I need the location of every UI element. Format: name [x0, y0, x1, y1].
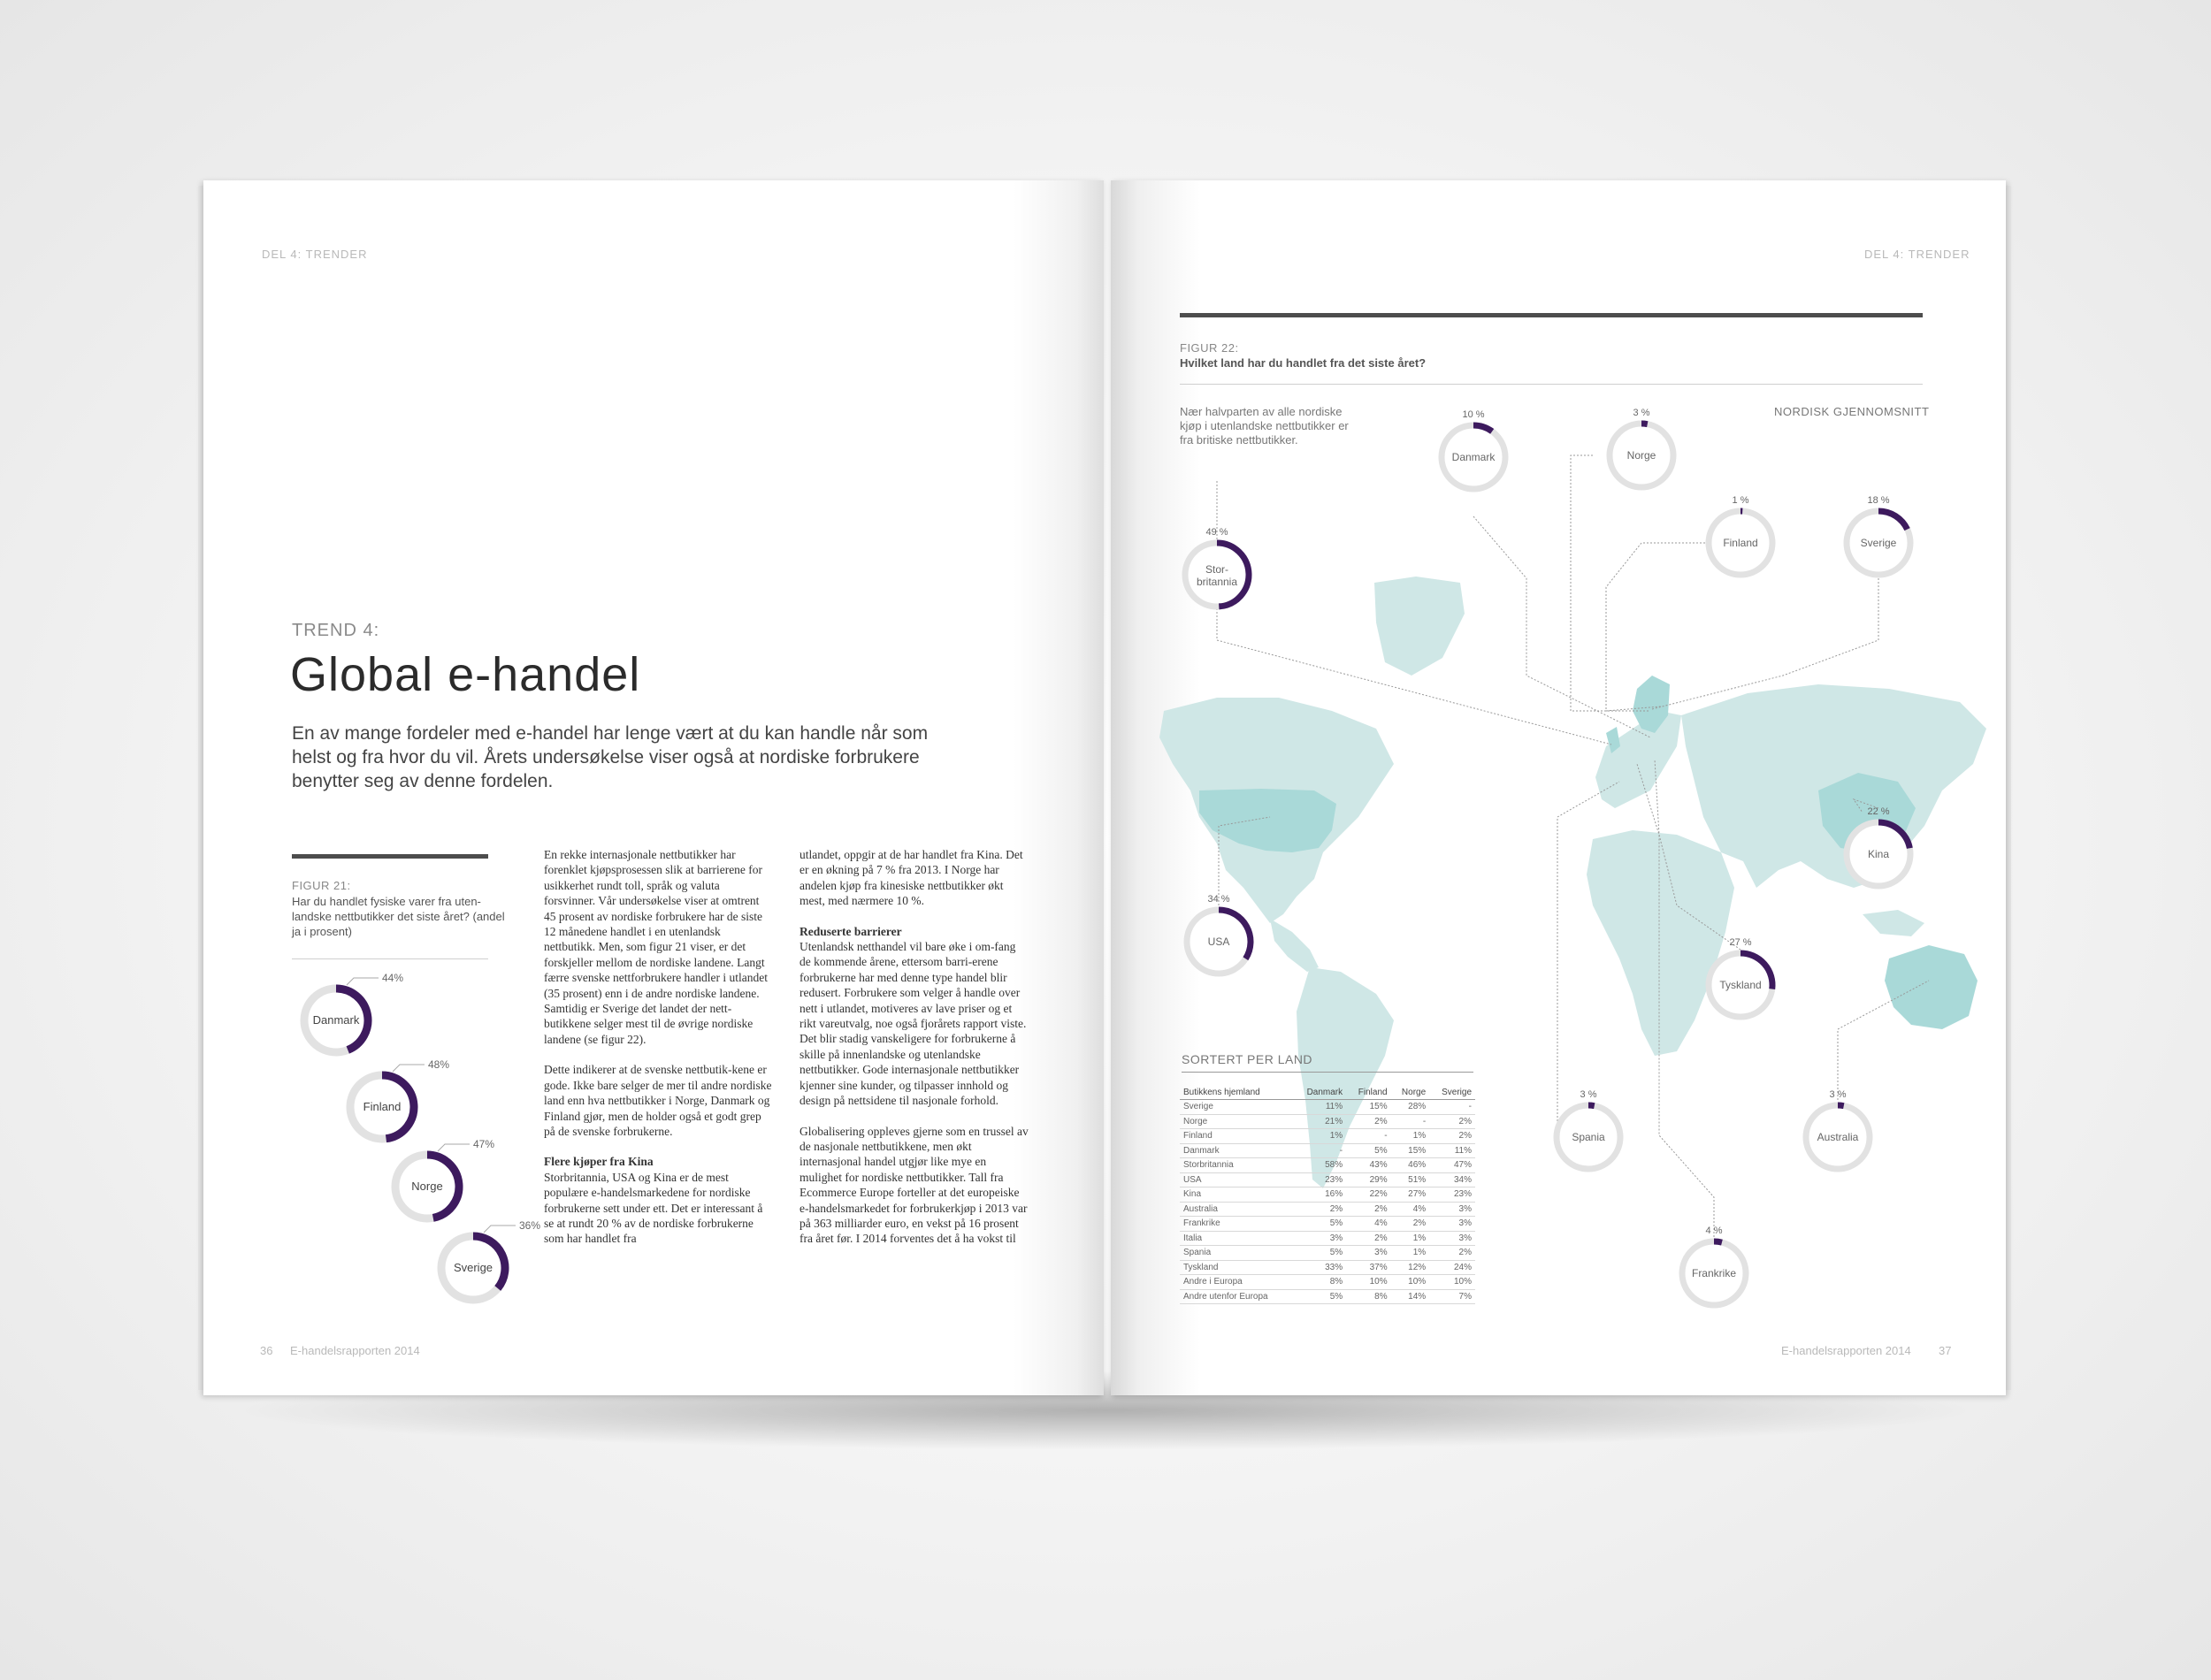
figure-divider: [292, 958, 488, 959]
figure-label: FIGUR 22:: [1180, 341, 1239, 355]
table-cell: 23%: [1429, 1187, 1475, 1203]
table-cell: 43%: [1346, 1158, 1390, 1173]
country-name-label: USA: [1207, 935, 1230, 948]
table-rule: [1182, 1072, 1473, 1073]
table-header-cell: Norge: [1391, 1086, 1430, 1100]
leader-line: [1557, 782, 1619, 1137]
table-cell: 10%: [1429, 1275, 1475, 1290]
country-name-label: Danmark: [1451, 451, 1496, 463]
body-column-1: [544, 847, 774, 1262]
figure-title: Hvilket land har du handlet fra det siste året?: [1180, 356, 1427, 370]
table-cell: 29%: [1346, 1172, 1390, 1187]
table-cell: 58%: [1293, 1158, 1346, 1173]
table-cell: Finland: [1180, 1129, 1293, 1144]
table-cell: -: [1429, 1100, 1475, 1115]
donut-country-label: Finland: [363, 1100, 402, 1113]
table-cell: Danmark: [1180, 1143, 1293, 1158]
table-row: [1180, 1260, 1475, 1275]
table-cell: Frankrike: [1180, 1217, 1293, 1232]
body-paragraph: utlandet, oppgir at de har handlet fra Kina. Det er en økning på 7 % fra 2013. I Norge har andelen kjøp fra kinesiske nettbutikker økt mest, med nærmere 10 %.: [799, 848, 1023, 908]
running-head: DEL 4: TRENDER: [1864, 248, 1970, 261]
leader-line: [1571, 455, 1650, 711]
country-table: [1180, 1086, 1475, 1304]
donut-leader-line: [347, 978, 379, 985]
country-value-label: 10 %: [1462, 409, 1485, 420]
table-cell: 34%: [1429, 1172, 1475, 1187]
table-cell: 10%: [1346, 1275, 1390, 1290]
table-row: [1180, 1172, 1475, 1187]
left-page: [203, 180, 1104, 1395]
leader-line: [1473, 516, 1650, 737]
leader-line: [1637, 764, 1714, 1237]
table-cell: 7%: [1429, 1289, 1475, 1304]
table-cell: 22%: [1346, 1187, 1390, 1203]
figure-label: FIGUR 21:: [292, 879, 351, 892]
country-value-label: 49 %: [1205, 527, 1228, 538]
country-name-label: Kina: [1867, 848, 1890, 860]
figure-21-donuts: [283, 972, 541, 1330]
figure-note: Nær halvparten av alle nordiske kjøp i utenlandske nettbutikker er fra britiske nettbutikker.: [1180, 405, 1349, 447]
country-value-label: 27 %: [1729, 937, 1752, 948]
table-cell: 46%: [1391, 1158, 1430, 1173]
donut-leader-line: [393, 1065, 425, 1072]
country-name-label: Sverige: [1860, 537, 1897, 549]
donut-value-label: 44%: [382, 972, 404, 984]
table-cell: 5%: [1293, 1289, 1346, 1304]
figure-title: Har du handlet fysiske varer fra uten-landske nettbutikker det siste året? (andel ja i prosent): [292, 895, 505, 938]
leader-line: [1652, 578, 1878, 709]
table-cell: 1%: [1391, 1246, 1430, 1261]
donut-value-label: 48%: [428, 1058, 450, 1071]
table-cell: 8%: [1293, 1275, 1346, 1290]
figure-21-svg: [283, 972, 541, 1330]
table-cell: 2%: [1391, 1217, 1430, 1232]
table-header-cell: Danmark: [1293, 1086, 1346, 1100]
country-name-label: Stor-: [1205, 563, 1229, 576]
table-cell: 3%: [1293, 1231, 1346, 1246]
table-cell: -: [1293, 1143, 1346, 1158]
table-cell: -: [1391, 1114, 1430, 1129]
table-cell: 5%: [1346, 1143, 1390, 1158]
table-cell: 33%: [1293, 1260, 1346, 1275]
table-cell: 5%: [1293, 1246, 1346, 1261]
table-cell: 37%: [1346, 1260, 1390, 1275]
table-cell: 2%: [1429, 1129, 1475, 1144]
table-row: [1180, 1100, 1475, 1115]
average-label: NORDISK GJENNOMSNITT: [1774, 405, 1930, 418]
table-cell: Spania: [1180, 1246, 1293, 1261]
donut-country-label: Danmark: [312, 1013, 360, 1027]
page-number: 37: [1939, 1344, 1952, 1357]
donut-country-label: Sverige: [453, 1261, 493, 1274]
table-row: [1180, 1187, 1475, 1203]
subheading: Reduserte barrierer: [799, 924, 902, 938]
table-cell: 23%: [1293, 1172, 1346, 1187]
table-cell: 2%: [1429, 1246, 1475, 1261]
table-cell: Norge: [1180, 1114, 1293, 1129]
country-value-label: 22 %: [1867, 806, 1890, 817]
table-cell: 2%: [1429, 1114, 1475, 1129]
table-row: [1180, 1275, 1475, 1290]
table-row: [1180, 1231, 1475, 1246]
table-cell: 21%: [1293, 1114, 1346, 1129]
table-cell: 3%: [1346, 1246, 1390, 1261]
country-donut-arc: [1838, 1105, 1844, 1106]
table-header-cell: Butikkens hjemland: [1180, 1086, 1293, 1100]
table-cell: 16%: [1293, 1187, 1346, 1203]
donut-value-label: 47%: [473, 1138, 495, 1150]
table-cell: 24%: [1429, 1260, 1475, 1275]
table-cell: 3%: [1429, 1231, 1475, 1246]
page-number: 36: [260, 1344, 273, 1357]
table-cell: 12%: [1391, 1260, 1430, 1275]
table-cell: 1%: [1391, 1129, 1430, 1144]
table-cell: 15%: [1391, 1143, 1430, 1158]
body-paragraph: Utenlandsk netthandel vil bare øke i om-fang de kommende årene, ettersom barri-erene forbrukerne har med denne type handel blir redusert. Forbrukere som velger å handle over nett i utlandet, motiveres av lave priser og et rikt vareutvalg, noe også fjorårets rapport viste. Det blir stadig vanskeligere for forbrukerne å skille på innenlandske og utenlandske nettbutikker. Gode internasjonale nettbutikker kjenner sine kunder, og tilpasser innhold og design på nettsidene til nasjonale forhold.: [799, 940, 1027, 1108]
body-paragraph: En rekke internasjonale nettbutikker har forenklet kjøpsprosessen slik at barrierene for usikkerhet rundt toll, språk og valuta forsvinner. Vår undersøkelse viser at omtrent 45 prosent av nordiske forbrukere har de siste 12 månedene handlet i en utenlandsk nettbutikk. Men, som figur 21 viser, er det forskjeller mellom de nordiske landene. Langt færre svenske nettforbrukere handler i utlandet (35 prosent) enn i de andre nordiske landene. Samtidig er Sverige det landet der nett-butikkene selger mest til de øvrige nordiske landene (se figur 22).: [544, 848, 769, 1046]
table-cell: Tyskland: [1180, 1260, 1293, 1275]
table-cell: 11%: [1429, 1143, 1475, 1158]
table-cell: Italia: [1180, 1231, 1293, 1246]
table-cell: 51%: [1391, 1172, 1430, 1187]
table-cell: Australia: [1180, 1202, 1293, 1217]
country-donut-arc: [1588, 1105, 1595, 1106]
table-cell: 2%: [1293, 1202, 1346, 1217]
table-cell: Kina: [1180, 1187, 1293, 1203]
table-cell: 27%: [1391, 1187, 1430, 1203]
table-cell: 47%: [1429, 1158, 1475, 1173]
table-cell: Storbritannia: [1180, 1158, 1293, 1173]
body-paragraph: Dette indikerer at de svenske nettbutik-kene er gode. Ikke bare selger de mer til andre nordiske land enn hva nettbutikker i Norge, Danmark og Finland gjør, men de holder også et godt grep på de svenske forbrukerne.: [544, 1063, 772, 1138]
table-cell: 1%: [1391, 1231, 1430, 1246]
table-row: [1180, 1217, 1475, 1232]
footer-title: E-handelsrapporten 2014: [1781, 1344, 1911, 1357]
table-header-row: [1180, 1086, 1475, 1100]
table-cell: 14%: [1391, 1289, 1430, 1304]
country-value-label: 3 %: [1580, 1089, 1597, 1100]
table-cell: 4%: [1391, 1202, 1430, 1217]
table-row: [1180, 1246, 1475, 1261]
subheading: Flere kjøper fra Kina: [544, 1155, 654, 1169]
leader-line: [1219, 817, 1270, 905]
page-title: Global e-handel: [290, 648, 641, 701]
table-row: [1180, 1114, 1475, 1129]
running-head: DEL 4: TRENDER: [262, 248, 368, 261]
footer-title: E-handelsrapporten 2014: [290, 1344, 420, 1357]
table-cell: 11%: [1293, 1100, 1346, 1115]
table-cell: 1%: [1293, 1129, 1346, 1144]
figure-rule: [292, 854, 488, 859]
table-cell: 5%: [1293, 1217, 1346, 1232]
table-cell: 8%: [1346, 1289, 1390, 1304]
country-name-label: Frankrike: [1691, 1267, 1737, 1279]
table-row: [1180, 1129, 1475, 1144]
donut-country-label: Norge: [411, 1180, 443, 1193]
table-cell: Andre i Europa: [1180, 1275, 1293, 1290]
leader-line: [1838, 981, 1929, 1100]
leader-line: [1655, 760, 1740, 950]
table-cell: 4%: [1346, 1217, 1390, 1232]
table-cell: 28%: [1391, 1100, 1430, 1115]
table-cell: 2%: [1346, 1231, 1390, 1246]
right-page: [1111, 180, 2006, 1395]
table-row: [1180, 1158, 1475, 1173]
country-name-label: Finland: [1723, 537, 1758, 549]
country-name-label: Spania: [1572, 1131, 1605, 1143]
country-value-label: 4 %: [1705, 1226, 1723, 1236]
country-name-label: Australia: [1817, 1131, 1859, 1143]
table-header-cell: Finland: [1346, 1086, 1390, 1100]
table-cell: 2%: [1346, 1114, 1390, 1129]
table-row: [1180, 1143, 1475, 1158]
leader-line: [1217, 481, 1611, 745]
country-value-label: 3 %: [1633, 408, 1650, 418]
country-name-label: Norge: [1626, 449, 1656, 462]
table-cell: USA: [1180, 1172, 1293, 1187]
table-cell: -: [1346, 1129, 1390, 1144]
table-row: [1180, 1289, 1475, 1304]
country-value-label: 18 %: [1867, 495, 1890, 506]
donut-value-label: 36%: [519, 1219, 541, 1232]
body-column-2: [799, 847, 1029, 1262]
table-cell: 10%: [1391, 1275, 1430, 1290]
table-cell: 3%: [1429, 1217, 1475, 1232]
country-value-label: 34 %: [1207, 894, 1230, 905]
table-cell: 2%: [1346, 1202, 1390, 1217]
lead-paragraph: En av mange fordeler med e-handel har lenge vært at du kan handle når som helst og fra hvor du vil. Årets undersøkelse viser også at nordiske forbrukere benytter seg av denne fordelen.: [292, 723, 929, 791]
body-paragraph: Storbritannia, USA og Kina er de mest populære e-handelsmarkedene for nordiske forbrukerne sett under ett. Det er interessant å se at rundt 20 % av de nordiske forbrukerne som har handlet fra: [544, 1170, 763, 1246]
country-name-label: britannia: [1196, 576, 1238, 588]
table-cell: 3%: [1429, 1202, 1475, 1217]
country-name-label: Tyskland: [1719, 979, 1762, 991]
table-heading: SORTERT PER LAND: [1182, 1052, 1313, 1066]
trend-label: TREND 4:: [292, 621, 380, 640]
table-header-cell: Sverige: [1429, 1086, 1475, 1100]
donut-leader-line: [484, 1226, 516, 1233]
country-donut-arc: [1714, 1241, 1722, 1242]
country-value-label: 3 %: [1829, 1089, 1847, 1100]
table-cell: Sverige: [1180, 1100, 1293, 1115]
table-cell: 15%: [1346, 1100, 1390, 1115]
table-row: [1180, 1202, 1475, 1217]
table-cell: Andre utenfor Europa: [1180, 1289, 1293, 1304]
body-paragraph: Globalisering oppleves gjerne som en trussel av de nasjonale nettbutikkene, men økt internasjonal handel utgjør like mye en mulighet for nordiske nettbutikker. Tall fra Ecommerce Europe forteller at det europeiske e-handelsmarkedet for forbrukerkjøp i 2013 var på 363 milliarder euro, en vekst på 16 prosent fra året før. I 2014 forventes det å ha vokst til: [799, 1124, 1029, 1246]
donut-leader-line: [438, 1144, 470, 1151]
country-value-label: 1 %: [1732, 495, 1749, 506]
